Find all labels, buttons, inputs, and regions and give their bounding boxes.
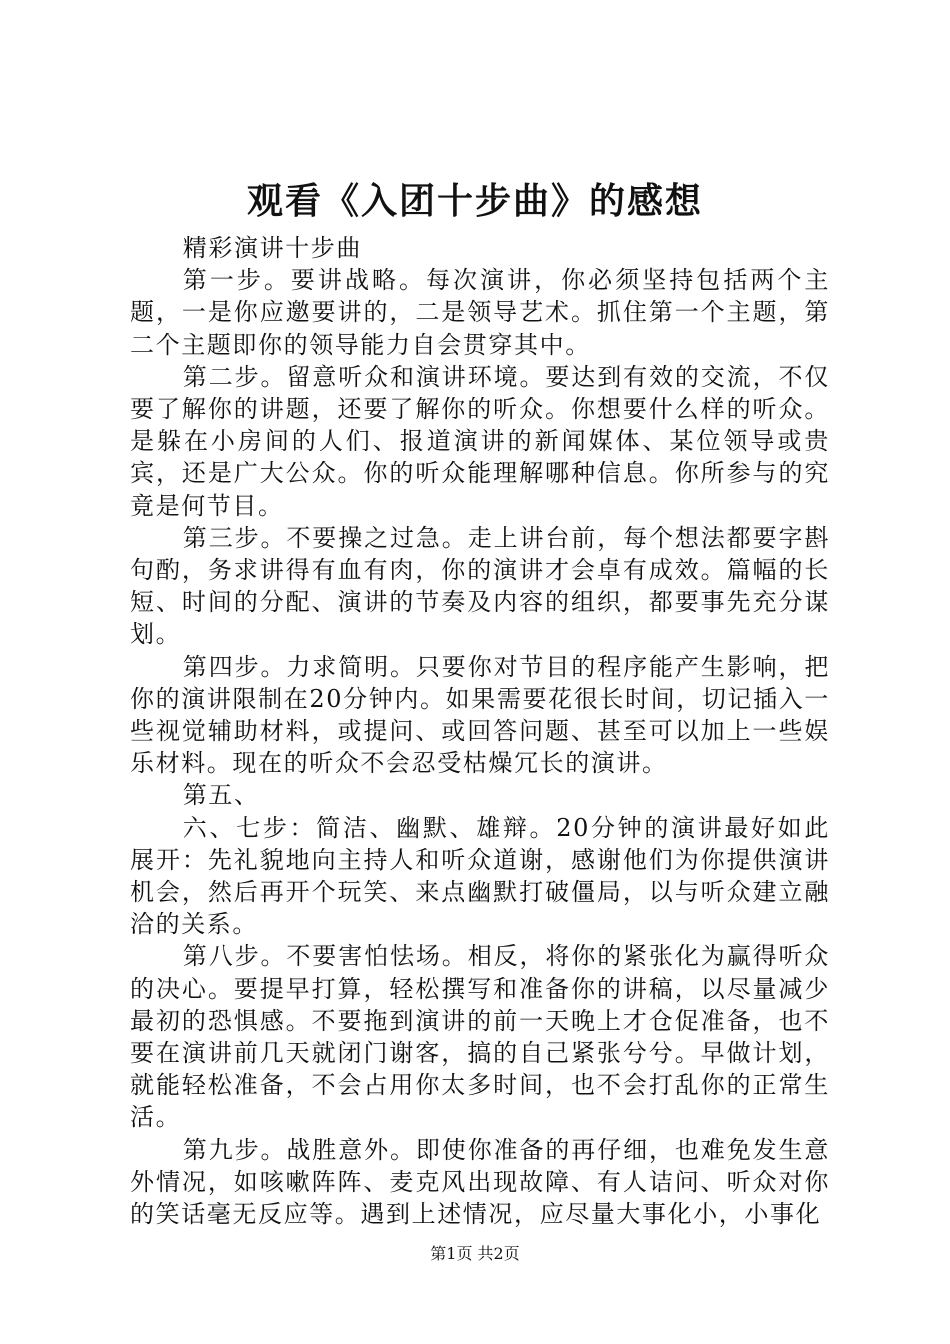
body-paragraph: 第三步。不要操之过急。走上讲台前，每个想法都要字斟句酌，务求讲得有血有肉，你的演讲才会卓有成效。篇幅的长短、时间的分配、演讲的节奏及内容的组织，都要事先充分谋划。 [130, 523, 830, 649]
document-body [130, 232, 830, 1230]
body-paragraph: 第二步。留意听众和演讲环境。要达到有效的交流，不仅要了解你的讲题，还要了解你的听众。你想要什么样的听众。是躲在小房间的人们、报道演讲的新闻媒体、某位领导或贵宾，还是广大公众。你的听众能理解哪种信息。你所参与的究竟是何节目。 [130, 362, 830, 520]
body-paragraph: 第一步。要讲战略。每次演讲，你必须坚持包括两个主题，一是你应邀要讲的，二是领导艺术。抓住第一个主题，第二个主题即你的领导能力自会贯穿其中。 [130, 266, 830, 359]
body-paragraph: 第九步。战胜意外。即使你准备的再仔细，也难免发生意外情况，如咳嗽阵阵、麦克风出现故障、有人诘问、听众对你的笑话毫无反应等。遇到上述情况，应尽量大事化小，小事化 [130, 1135, 830, 1229]
page-footer: 第1页 共2页 [430, 1244, 520, 1263]
body-paragraph: 精彩演讲十步曲 [182, 234, 362, 262]
body-paragraph: 第五、 [182, 781, 260, 810]
body-paragraph: 六、七步：简洁、幽默、雄辩。20分钟的演讲最好如此展开：先礼貌地向主持人和听众道谢，感谢他们为你提供演讲机会，然后再开个玩笑、来点幽默打破僵局，以与听众建立融洽的关系。 [130, 813, 830, 939]
body-paragraph: 第四步。力求简明。只要你对节目的程序能产生影响，把你的演讲限制在20分钟内。如果需要花很长时间，切记插入一些视觉辅助材料，或提问、或回答问题、甚至可以加上一些娱乐材料。现在的听众不会忍受枯燥冗长的演讲。 [130, 652, 830, 778]
document-title: 观看《入团十步曲》的感想 [246, 180, 703, 222]
body-paragraph: 第八步。不要害怕怯场。相反，将你的紧张化为赢得听众的决心。要提早打算，轻松撰写和准备你的讲稿，以尽量减少最初的恐惧感。不要拖到演讲的前一天晚上才仓促准备，也不要在演讲前几天就闭门谢客，搞的自己紧张兮兮。早做计划，就能轻松准备，不会占用你太多时间，也不会打乱你的正常生活。 [130, 942, 830, 1132]
